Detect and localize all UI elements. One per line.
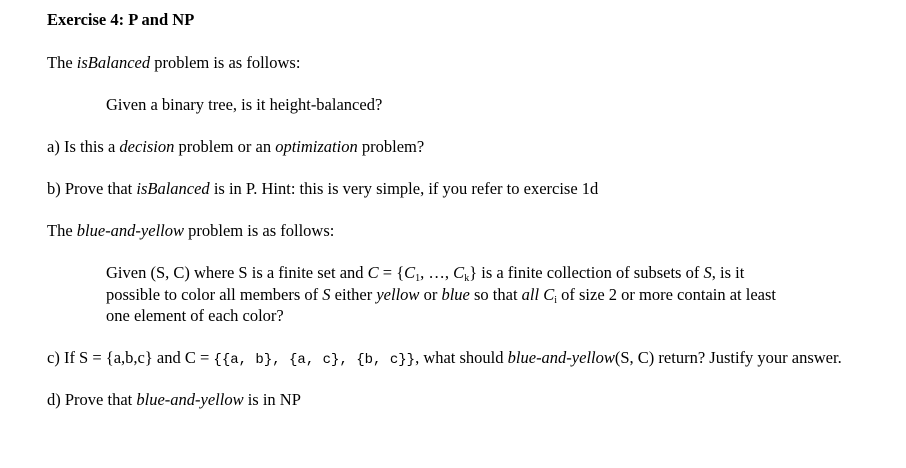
emphasis: optimization [275, 137, 358, 156]
blue-and-yellow-definition-line3: one element of each color? [106, 306, 284, 325]
text-segment: so that [469, 285, 522, 304]
text-segment: (S, C) return? Justify your answer. [614, 348, 842, 367]
exercise-title: Exercise 4: P and NP [47, 10, 195, 29]
text-segment: c) If S = {a,b,c} and C = [47, 348, 214, 367]
question-b [47, 178, 598, 199]
text-segment: Given (S, C) where S is a finite set and [106, 263, 368, 282]
text-segment: The [47, 221, 77, 240]
question-d [47, 389, 301, 410]
text-segment: of size 2 or more contain at least [557, 285, 777, 304]
text-segment: problem is as follows: [184, 221, 335, 240]
emphasis: decision [119, 137, 175, 156]
subscript: 1 [415, 273, 421, 284]
question-c [47, 347, 842, 371]
text-segment: problem is as follows: [150, 53, 301, 72]
text-segment: is in NP [243, 390, 301, 409]
text-segment: The [47, 53, 77, 72]
text-segment: is in P. Hint: this is very simple, if you refer to exercise 1d [209, 179, 599, 198]
text-segment: problem? [357, 137, 425, 156]
problem-name: blue-and-yellow [507, 348, 615, 367]
text-segment: } is a finite collection of subsets of [469, 263, 704, 282]
isbalanced-intro [47, 52, 300, 73]
text-segment: a) Is this a [47, 137, 120, 156]
question-a [47, 136, 424, 157]
problem-name: blue-and-yellow [136, 390, 244, 409]
text-segment: = { [378, 263, 405, 282]
problem-name: blue-and-yellow [76, 221, 184, 240]
text-segment: possible to color all members of [106, 285, 323, 304]
math-symbol: C [543, 285, 555, 304]
text-segment: either [330, 285, 377, 304]
text-segment: , is it [711, 263, 745, 282]
math-symbol: S [322, 285, 331, 304]
emphasis: all [521, 285, 540, 304]
isbalanced-definition: Given a binary tree, is it height-balanced? [106, 95, 383, 114]
text-segment: b) Prove that [47, 179, 137, 198]
math-symbol: C [367, 263, 379, 282]
subscript: k [464, 273, 470, 284]
text-segment: problem or an [174, 137, 276, 156]
text-segment: , what should [415, 348, 508, 367]
math-symbol: C [404, 263, 416, 282]
emphasis: blue [441, 285, 470, 304]
problem-name: isBalanced [136, 179, 210, 198]
emphasis: yellow [376, 285, 420, 304]
math-symbol: S [703, 263, 712, 282]
text-segment: , …, [420, 263, 454, 282]
subscript: i [554, 295, 557, 306]
math-symbol: C [453, 263, 465, 282]
blue-and-yellow-intro [47, 220, 334, 241]
set-literal: {{a, b}, {a, c}, {b, c}} [213, 352, 416, 368]
text-segment: or [419, 285, 442, 304]
text-segment: d) Prove that [47, 390, 137, 409]
problem-name: isBalanced [76, 53, 151, 72]
